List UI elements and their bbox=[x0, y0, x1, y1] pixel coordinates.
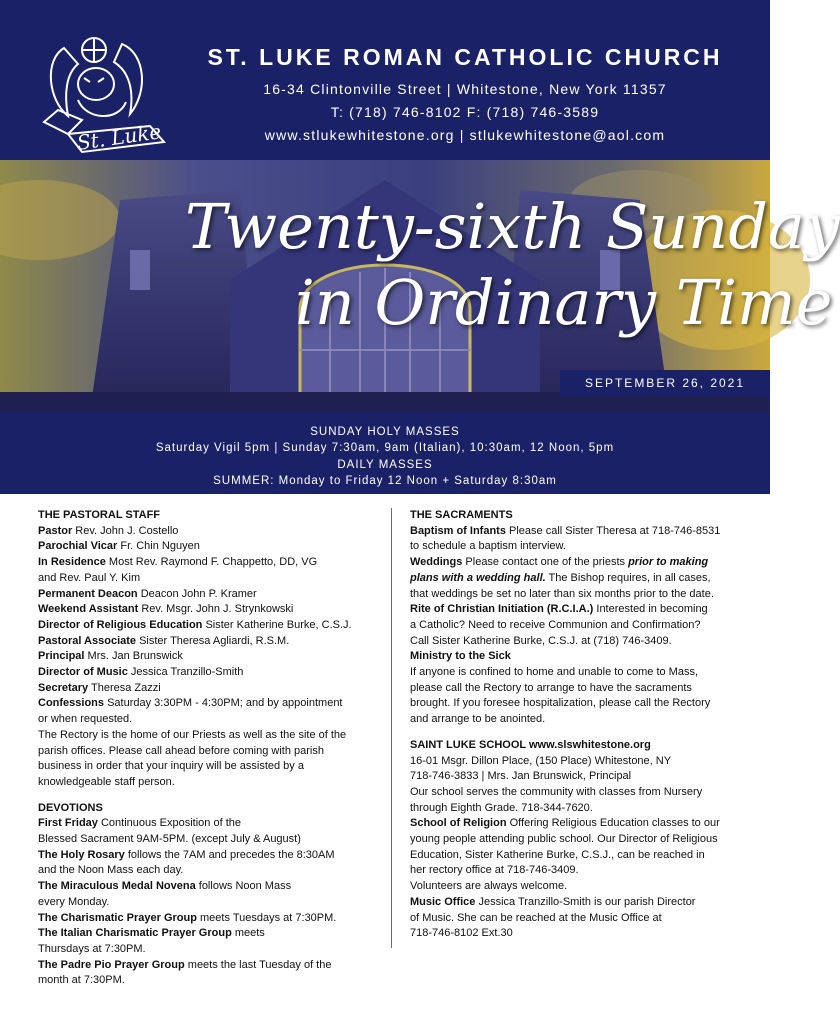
staff-residence-cont: and Rev. Paul Y. Kim bbox=[38, 571, 141, 584]
daily-masses-title: DAILY MASSES bbox=[337, 459, 433, 471]
rectory-line: knowledgeable staff person. bbox=[38, 775, 175, 788]
bulletin-date: SEPTEMBER 26, 2021 bbox=[560, 370, 770, 396]
sacrament-baptism-cont: to schedule a baptism interview. bbox=[410, 540, 566, 553]
church-address: 16-34 Clintonville Street | Whitestone, New York 11357 bbox=[263, 81, 667, 97]
devotion-rosary-cont: and the Noon Mass each day. bbox=[38, 864, 184, 877]
liturgical-title-line1: Twenty-sixth Sunday bbox=[185, 190, 840, 263]
sacrament-weddings: Weddings Please contact one of the priests prior to making bbox=[410, 556, 709, 569]
staff-residence: In Residence Most Rev. Raymond F. Chappetto, DD, VG bbox=[38, 556, 318, 569]
mass-schedule bbox=[0, 412, 770, 494]
devotions-heading: DEVOTIONS bbox=[38, 801, 103, 814]
devotion-medal: The Miraculous Medal Novena follows Noon Mass bbox=[38, 880, 292, 893]
staff-pastor: Pastor Rev. John J. Costello bbox=[38, 524, 179, 537]
sacrament-rcia-cont2: Call Sister Katherine Burke, C.S.J. at (718) 746-3409. bbox=[410, 634, 672, 647]
music-office: Music Office Jessica Tranzillo-Smith is our parish Director bbox=[410, 895, 696, 908]
sacraments-heading: THE SACRAMENTS bbox=[410, 509, 513, 521]
ministry-sick-line: and arrange to be anointed. bbox=[410, 713, 546, 726]
header-banner bbox=[0, 0, 770, 160]
rectory-line: The Rectory is the home of our Priests as well as the site of the bbox=[38, 728, 347, 741]
ministry-sick-heading: Ministry to the Sick bbox=[410, 650, 511, 663]
devotion-charismatic: The Charismatic Prayer Group meets Tuesdays at 7:30PM. bbox=[38, 911, 337, 924]
church-phone: T: (718) 746-8102 F: (718) 746-3589 bbox=[330, 104, 600, 120]
devotion-first-friday: First Friday Continuous Exposition of the bbox=[38, 817, 241, 830]
devotion-italian: The Italian Charismatic Prayer Group meets bbox=[38, 927, 265, 940]
svg-text:St. Luke: St. Luke bbox=[75, 119, 163, 155]
devotion-italian-cont: Thursdays at 7:30PM. bbox=[38, 942, 146, 955]
school-serves: Our school serves the community with classes from Nursery bbox=[410, 785, 703, 798]
music-office-cont: 718-746-8102 Ext.30 bbox=[410, 927, 513, 940]
school-heading: SAINT LUKE SCHOOL www.slswhitestone.org bbox=[410, 738, 651, 751]
staff-principal: Principal Mrs. Jan Brunswick bbox=[38, 650, 183, 663]
church-name: ST. LUKE ROMAN CATHOLIC CHURCH bbox=[207, 44, 723, 70]
sunday-masses-title: SUNDAY HOLY MASSES bbox=[310, 426, 460, 438]
music-office-cont: of Music. She can be reached at the Music Office at bbox=[410, 911, 662, 924]
confessions: Confessions Saturday 3:30PM - 4:30PM; and by appointment bbox=[38, 697, 343, 710]
right-column bbox=[410, 508, 760, 942]
church-web-email: www.stlukewhitestone.org | stlukewhitestone@aol.com bbox=[264, 127, 666, 143]
devotion-medal-cont: every Monday. bbox=[38, 895, 110, 908]
staff-secretary: Secretary Theresa Zazzi bbox=[38, 681, 161, 694]
devotion-first-friday-cont: Blessed Sacrament 9AM-5PM. (except July & August) bbox=[38, 833, 301, 846]
ministry-sick-line: please call the Rectory to arrange to have the sacraments bbox=[410, 681, 692, 694]
ministry-sick-line: If anyone is confined to home and unable to come to Mass, bbox=[410, 666, 699, 679]
rectory-line: parish offices. Please call ahead before coming with parish bbox=[38, 744, 324, 757]
devotion-rosary: The Holy Rosary follows the 7AM and precedes the 8:30AM bbox=[38, 848, 335, 861]
sacrament-rcia-cont: a Catholic? Need to receive Communion and Confirmation? bbox=[410, 618, 701, 631]
staff-music: Director of Music Jessica Tranzillo-Smith bbox=[38, 666, 244, 679]
staff-vicar: Parochial Vicar Fr. Chin Nguyen bbox=[38, 540, 200, 553]
devotion-padre-pio-cont: month at 7:30PM. bbox=[38, 974, 125, 987]
school-of-religion: School of Religion Offering Religious Education classes to our bbox=[410, 817, 720, 830]
pastoral-staff-heading: THE PASTORAL STAFF bbox=[38, 509, 161, 521]
staff-weekend: Weekend Assistant Rev. Msgr. John J. Strynkowski bbox=[38, 603, 294, 616]
sunday-masses-times: Saturday Vigil 5pm | Sunday 7:30am, 9am (Italian), 10:30am, 12 Noon, 5pm bbox=[155, 442, 615, 454]
school-serves-cont: through Eighth Grade. 718-344-7620. bbox=[410, 801, 593, 814]
sacrament-weddings-cont: plans with a wedding hall. The Bishop requires, in all cases, bbox=[410, 571, 711, 584]
st-luke-logo bbox=[34, 30, 174, 158]
school-phone: 718-746-3833 | Mrs. Jan Brunswick, Principal bbox=[410, 770, 632, 783]
confessions-cont: or when requested. bbox=[38, 713, 133, 726]
column-divider bbox=[391, 508, 392, 948]
liturgical-title-line2: in Ordinary Time bbox=[295, 266, 833, 339]
school-of-religion-cont: her rectory office at 718-746-3409. bbox=[410, 864, 579, 877]
staff-deacon: Permanent Deacon Deacon John P. Kramer bbox=[38, 587, 257, 600]
staff-dre: Director of Religious Education Sister Katherine Burke, C.S.J. bbox=[38, 618, 352, 631]
sacrament-weddings-cont2: that weddings be set no later than six months prior to the date. bbox=[410, 587, 714, 600]
school-of-religion-cont: Education, Sister Katherine Burke, C.S.J., can be reached in bbox=[410, 848, 705, 861]
rectory-line: business in order that your inquiry will be assisted by a bbox=[38, 760, 304, 773]
left-column bbox=[38, 508, 388, 989]
staff-associate: Pastoral Associate Sister Theresa Agliardi, R.S.M. bbox=[38, 634, 290, 647]
sacrament-baptism: Baptism of Infants Please call Sister Theresa at 718-746-8531 bbox=[410, 524, 721, 537]
devotion-padre-pio: The Padre Pio Prayer Group meets the last Tuesday of the bbox=[38, 958, 332, 971]
ministry-sick-line: brought. If you foresee hospitalization, please call the Rectory bbox=[410, 697, 711, 710]
school-address: 16-01 Msgr. Dillon Place, (150 Place) Whitestone, NY bbox=[410, 754, 672, 767]
volunteers-welcome: Volunteers are always welcome. bbox=[410, 880, 568, 893]
daily-masses-times: SUMMER: Monday to Friday 12 Noon + Saturday 8:30am bbox=[213, 475, 557, 487]
school-of-religion-cont: young people attending public school. Our Director of Religious bbox=[410, 833, 718, 846]
sacrament-rcia: Rite of Christian Initiation (R.C.I.A.) Interested in becoming bbox=[410, 603, 708, 616]
